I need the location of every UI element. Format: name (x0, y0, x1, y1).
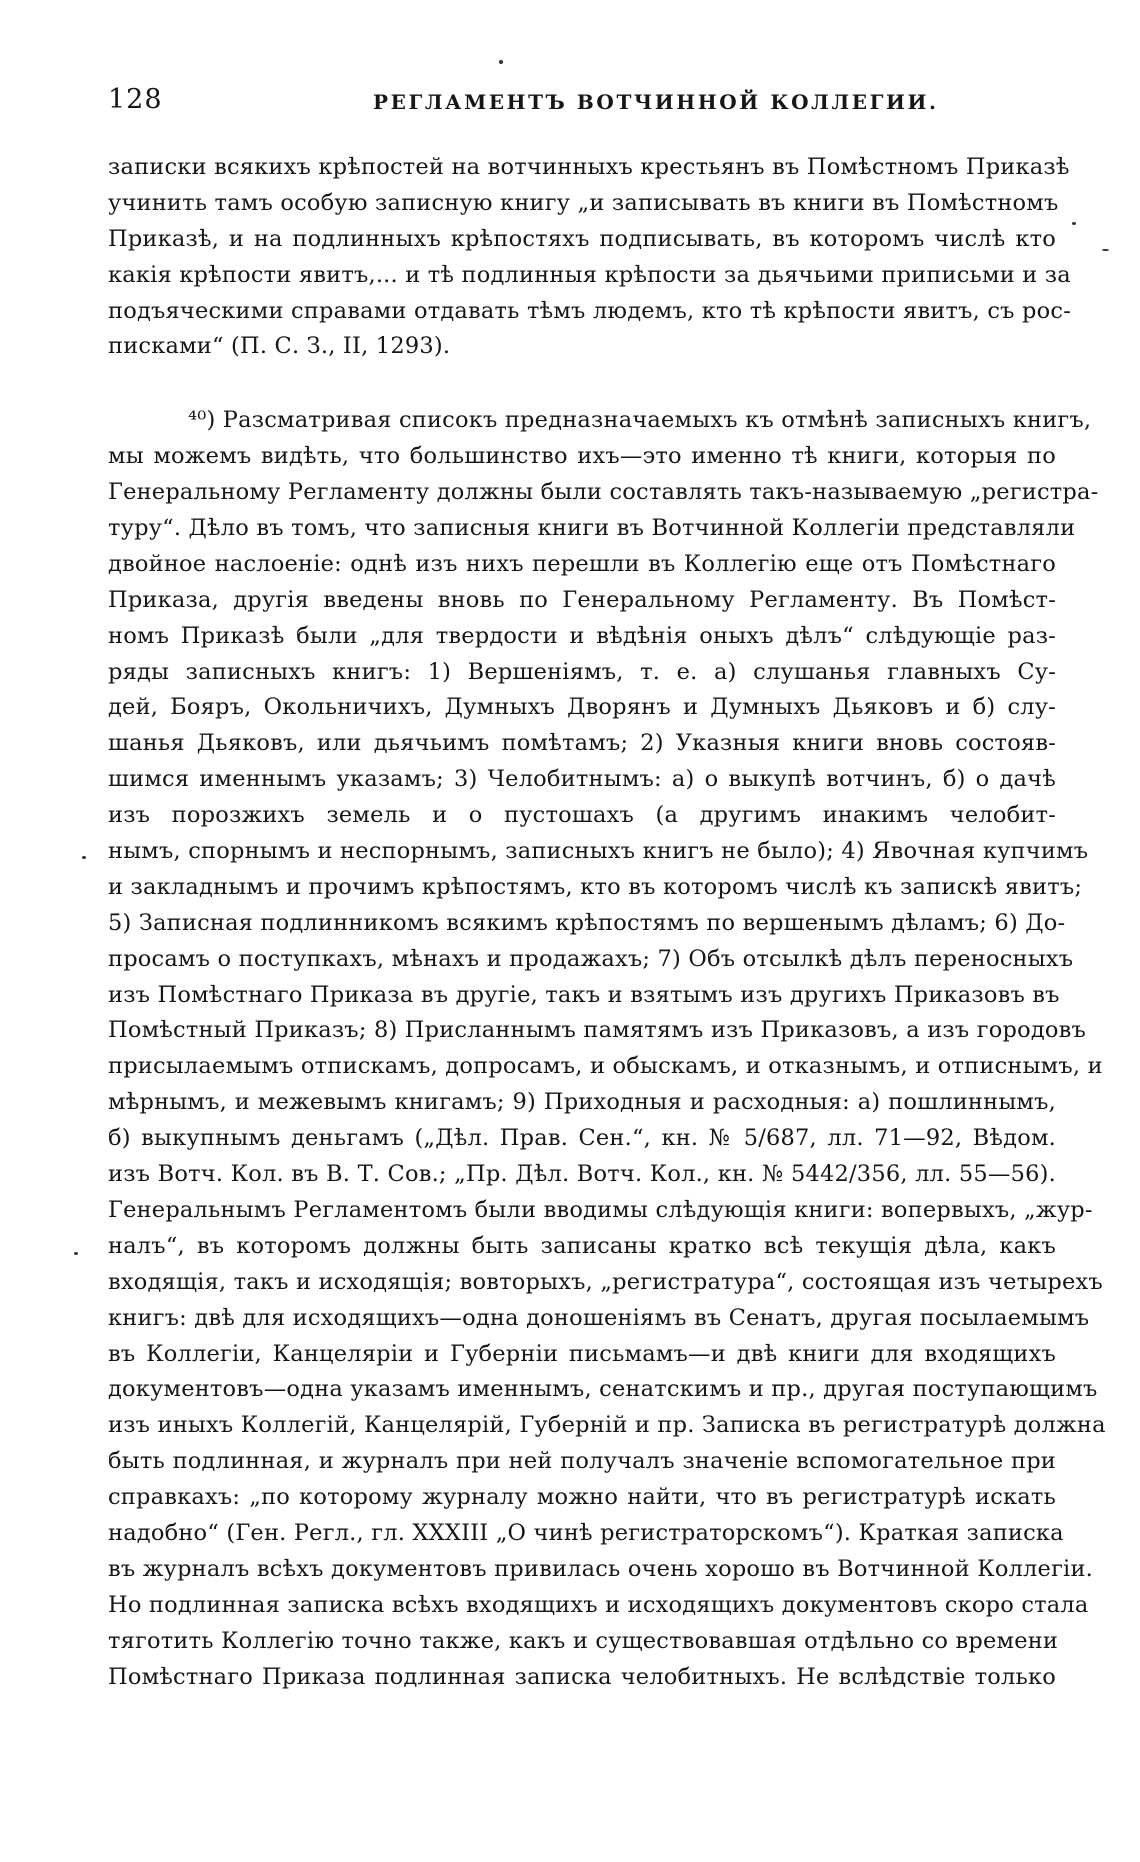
text-line: ⁴⁰) Разсматривая списокъ предназначаемыхъ къ отмѣнѣ записныхъ книгъ, (188, 407, 1092, 434)
text-line: книгъ: двѣ для исходящихъ—одна доношеніямъ въ Сенатъ, другая посылаемымъ (108, 1304, 1090, 1331)
paragraph-gap (108, 365, 1056, 403)
text-line: дей, Бояръ, Окольничихъ, Думныхъ Дворянъ и Думныхъ Дьяковъ и б) слу- (108, 694, 1056, 721)
text-line: Генеральному Регламенту должны были составлять такъ-называемую „регистра- (108, 479, 1099, 506)
text-line: налъ“, въ которомъ должны быть записаны кратко всѣ текущія дѣла, какъ (108, 1232, 1056, 1259)
text-line: туру“. Дѣло въ томъ, что записныя книги въ Вотчинной Коллегіи представляли (108, 515, 1076, 542)
text-line: б) выкупнымъ деньгамъ („Дѣл. Прав. Сен.“, кн. № 5/687, лл. 71—92, Вѣдом. (108, 1125, 1056, 1152)
text-line: и закладнымъ и прочимъ крѣпостямъ, кто въ которомъ числѣ къ запискѣ явитъ; (108, 873, 1083, 900)
text-line: входящія, такъ и исходящія; вовторыхъ, „регистратура“, состоящая изъ четырехъ (108, 1268, 1103, 1295)
page-body (108, 150, 1106, 1695)
text-line: тяготить Коллегію точно также, какъ и существовавшая отдѣльно со времени (108, 1627, 1059, 1654)
text-line: изъ иныхъ Коллегій, Канцелярій, Губерній и пр. Записка въ регистратурѣ должна (108, 1412, 1106, 1439)
text-line: въ журналъ всѣхъ документовъ привилась очень хорошо въ Вотчинной Коллегіи. (108, 1555, 1094, 1582)
text-line: изъ Помѣстнаго Приказа въ другіе, такъ и взятымъ изъ другихъ Приказовъ въ (108, 981, 1060, 1008)
text-line: писками“ (П. С. З., II, 1293). (108, 333, 451, 360)
paragraph-continued (108, 150, 1071, 365)
text-line: нымъ, спорнымъ и неспорнымъ, записныхъ книгъ не было); 4) Явочная купчимъ (108, 838, 1089, 865)
text-line: мы можемъ видѣть, что большинство ихъ—это именно тѣ книги, которыя по (108, 443, 1056, 470)
text-line: учинить тамъ особую записную книгу „и записывать въ книги въ Помѣстномъ (108, 189, 1059, 216)
running-title: РЕГЛАМЕНТЪ ВОТЧИННОЙ КОЛЛЕГИИ. (373, 90, 939, 114)
text-line: подъяческими справами отдавать тѣмъ людемъ, кто тѣ крѣпости явитъ, съ рос- (108, 297, 1071, 324)
ink-speck-margin-left-2 (74, 1252, 78, 1255)
page-number: 128 (108, 84, 163, 115)
text-line: двойное наслоеніе: однѣ изъ нихъ перешли въ Коллегію еще отъ Помѣстнаго (108, 550, 1056, 577)
ink-speck-margin-left (82, 856, 86, 859)
text-line: 5) Записная подлинникомъ всякимъ крѣпостямъ по вершенымъ дѣламъ; 6) До- (108, 909, 1066, 936)
text-line: записки всякихъ крѣпостей на вотчинныхъ крестьянъ въ Помѣстномъ Приказѣ (108, 154, 1070, 180)
text-line: шимся именнымъ указамъ; 3) Челобитнымъ: а) о выкупѣ вотчинъ, б) о дачѣ (108, 766, 1056, 793)
text-line: въ Коллегіи, Канцеляріи и Губерніи письмамъ—и двѣ книги для входящихъ (108, 1340, 1056, 1367)
text-line: надобно“ (Ген. Регл., гл. XXXIII „О чинѣ регистраторскомъ“). Краткая записка (108, 1519, 1064, 1546)
ink-speck-margin-right (1072, 222, 1076, 225)
text-line: Помѣстный Приказъ; 8) Присланнымъ памятямъ изъ Приказовъ, а изъ городовъ (108, 1017, 1087, 1044)
text-line: какія крѣпости явитъ,... и тѣ подлинныя крѣпости за дьячьими приписьми и за (108, 261, 1071, 288)
text-line: Помѣстнаго Приказа подлинная записка челобитныхъ. Не вслѣдствіе только (108, 1663, 1056, 1690)
text-line: изъ порозжихъ земель и о пустошахъ (а другимъ инакимъ челобит- (108, 802, 1056, 829)
text-line: справкахъ: „по которому журналу можно найти, что въ регистратурѣ искать (108, 1484, 1056, 1511)
footnote-40 (108, 403, 1106, 1695)
text-line: просамъ о поступкахъ, мѣнахъ и продажахъ; 7) Объ отсылкѣ дѣлъ переносныхъ (108, 945, 1074, 972)
ink-speck-margin-right-2 (1102, 249, 1109, 251)
text-line: изъ Вотч. Кол. въ В. Т. Сов.; „Пр. Дѣл. Вотч. Кол., кн. № 5442/356, лл. 55—56). (108, 1161, 1056, 1188)
text-line: ряды записныхъ книгъ: 1) Вершеніямъ, т. е. а) слушанья главныхъ Су- (108, 658, 1056, 685)
text-line: Но подлинная записка всѣхъ входящихъ и исходящихъ документовъ скоро стала (108, 1591, 1089, 1618)
text-line: Приказа, другія введены вновь по Генеральному Регламенту. Въ Помѣст- (108, 586, 1056, 613)
text-line: быть подлинная, и журналъ при ней получалъ значеніе вспомогательное при (108, 1448, 1056, 1475)
text-line: присылаемымъ отпискамъ, допросамъ, и обыскамъ, и отказнымъ, и отписнымъ, и (108, 1053, 1103, 1080)
page-header (108, 84, 1074, 124)
text-line: шанья Дьяковъ, или дьячьимъ помѣтамъ; 2) Указныя книги вновь состояв- (108, 730, 1056, 757)
ink-speck-top (499, 60, 503, 64)
text-line: Генеральнымъ Регламентомъ были вводимы слѣдующія книги: вопервыхъ, „жур- (108, 1196, 1093, 1223)
text-line: Приказѣ, и на подлинныхъ крѣпостяхъ подписывать, въ которомъ числѣ кто (108, 225, 1056, 252)
text-line: документовъ—одна указамъ именнымъ, сенатскимъ и пр., другая поступающимъ (108, 1376, 1098, 1403)
text-line: номъ Приказѣ были „для твердости и вѣдѣнія оныхъ дѣлъ“ слѣдующіе раз- (108, 622, 1056, 649)
text-line: мѣрнымъ, и межевымъ книгамъ; 9) Приходныя и расходныя: а) пошлиннымъ, (108, 1089, 1056, 1116)
